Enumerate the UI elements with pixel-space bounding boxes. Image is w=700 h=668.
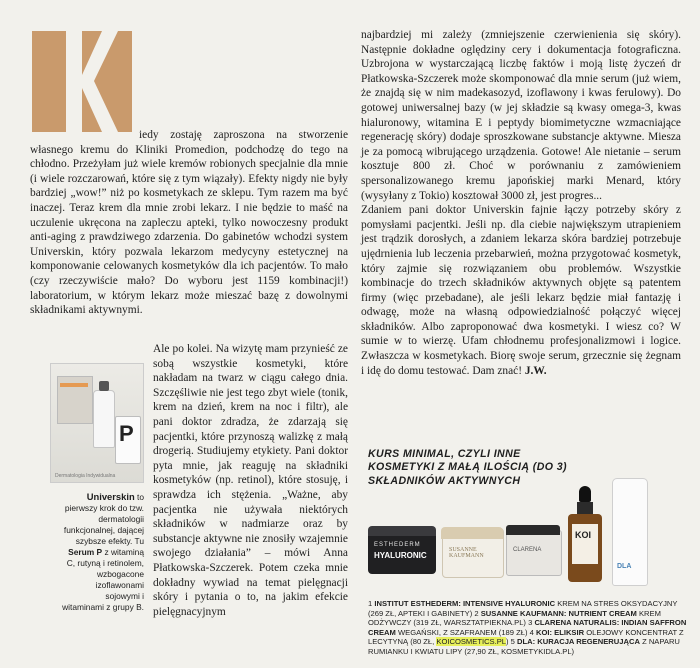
drop-cap-block: [32, 31, 132, 132]
article-column-right: [361, 28, 681, 378]
author-signature: J.W.: [524, 364, 547, 377]
sidebar-title: KURS MINIMAL, CZYLI INNE KOSMETYKI Z MAŁĄ ILOŚCIĄ (DO 3) SKŁADNIKÓW AKTYWNYCH: [368, 448, 567, 487]
serum-p-jar: P: [115, 416, 141, 464]
product-list: [368, 599, 690, 657]
caption-title: Universkin: [86, 491, 135, 502]
photo-brand-text: Dermatologia Indywidualna: [55, 473, 116, 479]
product-item: 5 DLA: KURACJA REGENERUJĄCA Z NAPARU RUMIANKU I KWIATU LIPY (27,90 ZŁ, KOSMETYKIDLA.PL): [368, 637, 680, 656]
caption-text-1: to pierwszy krok do tzw. dermatologii funkcjonalnej, dającej szybsze efekty. Tu: [63, 492, 144, 546]
caption-product: Serum P: [68, 547, 103, 557]
article-paragraph: najbardziej mi zależy (zmniejszenie czerwienienia się skóry). Następnie dokładne oględziny cery i dokumentacja fotograficzna. Uzbrojona w wystarczającą liczbę faktów i moją listę życzeń dr Płatkowska-Szczerek może skomponować dla mnie serum (już wiem, że znajdą się w nim madekasozyd, izoflawony i kwas ferulowy). Do gotowej uniwersalnej bazy (w jej składzie są kwasy omega-3, kwas hialuronowy, witamina E i peptydy biomimetyczne wzmacniające regenerację skóry) dodaje sproszkowane substancje aktywne. Miesza je za pomocą wibrującego urządzenia. Gotowe! Ale nietanie – serum kosztuje 800 zł. Choć w porównaniu z zamówieniem spersonalizowanego kremu japońskiej marki Menard, który (wysyłany z Tokio) kosztował 3000 zł, jest progres...: [361, 29, 681, 202]
article-column-left: [30, 128, 348, 318]
product-photo-universkin: [50, 363, 144, 483]
product-box: [57, 376, 93, 424]
caption-text-2: z witaminą C, rutyną i retinolem, wzbogacone izoflawonami sojowymi i witaminami z grupy B.: [62, 547, 144, 612]
product-jar-kaufmann: SUSANNE KAUFMANN: [442, 528, 504, 578]
article-paragraph: Ale po kolei. Na wizytę mam przynieść ze sobą wszystkie kosmetyki, które nakładam na twarz w ciągu całego dnia. Szczęśliwie nie jest tego zbyt wiele (tonik, krem na dzień, krem na noc i filtr), ale pani doktor zdradza, że zdarzają się pacjentki, które przynoszą walizkę z małą drogerią. Studiujemy etykiety. Pani doktor pyta mnie, jak reaguję na składniki kosmetyków (np. retinol), które stosuję, i sprawdza ich stężenia. „Ważne, aby pacjentka nie używała niektórych składników w nadmiarze oraz by substancje aktywne nie znosiły wzajemnie swojego działania” – mówi Anna Płatkowska-Szczerek. Potem czeka mnie dokładny wywiad na temat pielęgnacji skóry i pytania o to, na jakim efekcie pielęgnacyjnym: [153, 343, 348, 618]
serum-bottle: [93, 390, 115, 448]
article-paragraph: Zdaniem pani doktor Universkin fajnie łączy potrzeby skóry z pomysłami pacjentki. Jeśli np. dla ciebie największym utrapieniem jest trądzik dorosłych, a zdaniem lekarza skóra bardziej potrzebuje ujędrnienia lub leczenia przebarwień, można przygotować kosmetyk, który zajmie się rozwiązaniem obu problemów. Wszystkie kombinacje do trzech składników aktywnych objęte są patentem firmy (więc przebadane), ale jeśli lekarz będzie miał fantazję i odwagę, może na własną odpowiedzialność połączyć więcej składników. Albo zaproponować dwa kosmetyki. I wiesz co? W sumie w to wierzę. Ufam chłodnemu profesjonalizmowi i logice. Zwłaszcza w kosmetykach. Biorę swoje serum, grzecznie się żegnam i idę do domu testować. Dam znać! J.W.: [361, 204, 681, 377]
product-tube-dla: DLA: [612, 478, 648, 586]
product-item: 3 CLARENA NATURALIS: INDIAN SAFFRON CREAM WEGAŃSKI, Z SZAFRANEM (189 ZŁ): [368, 618, 687, 637]
product-jar-clarena: CLARENA: [506, 530, 562, 576]
products-photo: [364, 470, 686, 598]
highlighted-url: KOICOSMETICS.PL: [436, 637, 507, 647]
product-item: 4 KOI: ELIKSIR OLEJOWY KONCENTRAT Z LECYTYNĄ (80 ZŁ, KOICOSMETICS.PL): [368, 627, 684, 647]
photo-caption: [62, 491, 144, 613]
product-item: 2 SUSANNE KAUFMANN: NUTRIENT CREAM KREM ODŻYWCZY (319 ZŁ, WARSZTATPIEKNA.PL): [368, 608, 661, 628]
drop-cap-letter-k: [32, 31, 132, 132]
article-column-middle: [153, 342, 348, 619]
article-paragraph: iedy zostaję zaproszona na stworzenie własnego kremu do Kliniki Promedion, podchodzę do tego na chłodno. Przeżyłam już wiele kremów robionych specjalnie dla mnie (i wiele rozczarowań, które się z tym wiązały). Efekty nigdy nie były bardziej „wow!” niż po kosmetykach ze sklepu. Tym razem ma być inaczej. Teraz krem dla mnie zrobi lekarz. I nie będzie to maść na uczulenie ukręcona na zapleczu apteki, tylko nowoczesny produkt anti-aging z prawdziwego zdarzenia. Do gabinetów wchodzi system Universkin, który pozwala lekarzom medycyny estetycznej na komponowanie celowanych kosmetyków dla ich pacjentów. To mało (czy rzeczywiście mało? Do wyboru jest 1159 kombinacji!) laboratorium, w którym lekarz może mieszać bazę z dowolnymi składnikami aktywnymi.: [30, 129, 348, 317]
product-item: 1 INSTITUT ESTHEDERM: INTENSIVE HYALURONIC KREM NA STRES OKSYDACYJNY (269 ZŁ, APTEKI I GABINETY): [368, 599, 678, 618]
product-jar-esthederm: ESTHEDERM HYALURONIC: [368, 532, 436, 574]
product-dropper-koi: KOI: [568, 486, 602, 582]
